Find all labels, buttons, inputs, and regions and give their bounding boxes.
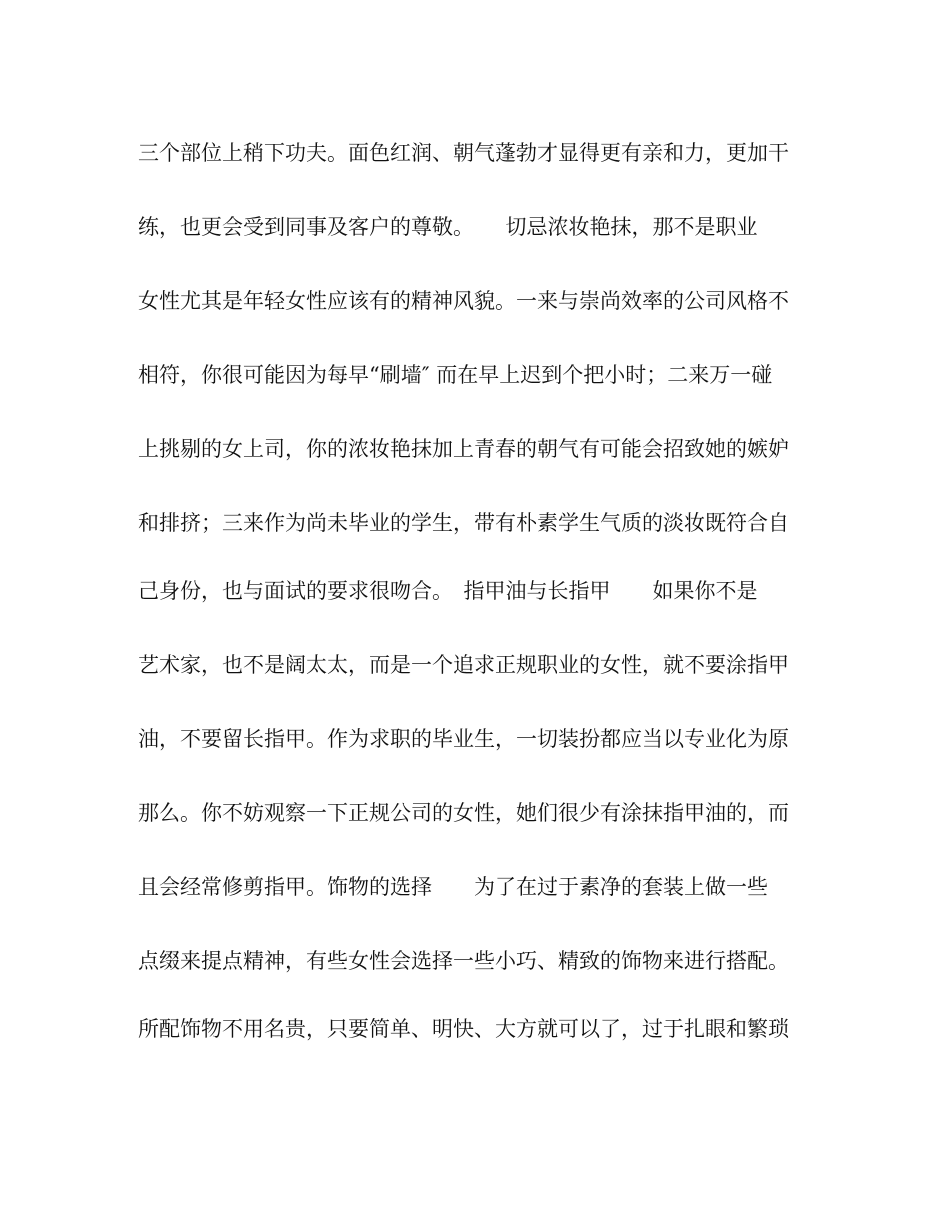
text-line: 所配饰物不用名贵，只要简单、明快、大方就可以了，过于扎眼和繁琐 bbox=[138, 1017, 789, 1041]
text-line: 己身份，也与面试的要求很吻合。 指甲油与长指甲 如果你不是 bbox=[138, 579, 758, 603]
text-line: 上挑剔的女上司，你的浓妆艳抹加上青春的朝气有可能会招致她的嫉妒 bbox=[138, 437, 789, 461]
text-line: 艺术家，也不是阔太太，而是一个追求正规职业的女性，就不要涂指甲 bbox=[138, 653, 789, 677]
text-line: 相符，你很可能因为每早“刷墙″ 而在早上迟到个把小时；二来万一碰 bbox=[138, 363, 773, 387]
text-line: 练，也更会受到同事及客户的尊敬。 切忌浓妆艳抹，那不是职业 bbox=[138, 215, 758, 239]
text-line: 那么。你不妨观察一下正规公司的女性，她们很少有涂抹指甲油的，而 bbox=[138, 801, 789, 825]
text-line: 女性尤其是年轻女性应该有的精神风貌。一来与崇尚效率的公司风格不 bbox=[138, 289, 789, 313]
text-line: 且会经常修剪指甲。饰物的选择 为了在过于素净的套装上做一些 bbox=[138, 875, 768, 899]
text-line: 三个部位上稍下功夫。面色红润、朝气蓬勃才显得更有亲和力，更加干 bbox=[138, 141, 789, 165]
text-line: 和排挤；三来作为尚未毕业的学生，带有朴素学生气质的淡妆既符合自 bbox=[138, 511, 789, 535]
text-line: 油，不要留长指甲。作为求职的毕业生，一切装扮都应当以专业化为原 bbox=[138, 727, 789, 751]
text-line: 点缀来提点精神，有些女性会选择一些小巧、精致的饰物来进行搭配。 bbox=[138, 949, 789, 973]
